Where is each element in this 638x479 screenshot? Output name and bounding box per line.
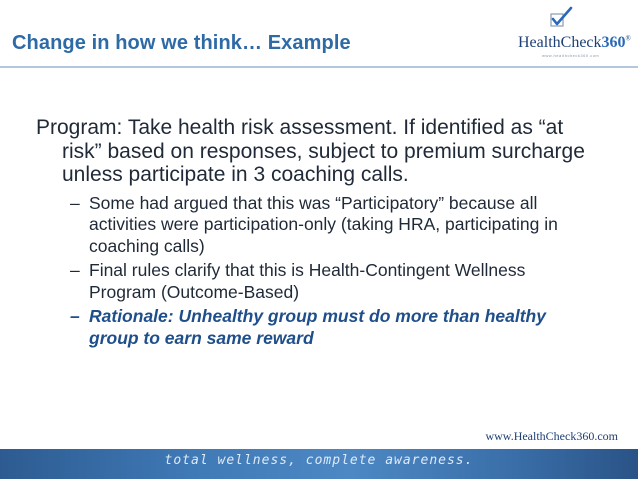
sub-bullet-final-rules [70, 260, 596, 303]
footer-tagline: total wellness, complete awareness. [164, 453, 474, 468]
logo-subtitle: www.healthcheck360.com [542, 53, 600, 58]
footer-url: www.HealthCheck360.com [485, 429, 618, 443]
slide-body [36, 116, 596, 352]
dash-marker: – [70, 192, 80, 213]
logo-wordmark: HealthCheck360® [518, 34, 631, 51]
sub-bullet-list [36, 193, 596, 350]
dash-marker: – [70, 306, 80, 326]
sub-bullet-text: Rationale: Unhealthy group must do more than healthy group to earn same reward [89, 306, 546, 348]
dash-marker: – [70, 260, 80, 280]
sub-bullet-rationale [70, 306, 596, 349]
sub-bullet-text: Some had argued that this was “Participatory” because all activities were participation-only (taking HRA, participating in coaching calls) [89, 192, 558, 256]
header-divider [0, 66, 638, 68]
slide-title: Change in how we think… Example [12, 32, 351, 54]
program-bullet: Program: Take health risk assessment. If identified as “at risk” based on responses, subject to premium surcharge unless participate in 3 coaching calls. [36, 116, 585, 186]
sub-bullet-text: Final rules clarify that this is Health-Contingent Wellness Program (Outcome-Based) [89, 260, 526, 302]
checkmark-icon [548, 6, 574, 30]
healthcheck360-logo [500, 6, 632, 64]
sub-bullet-participatory [70, 193, 596, 258]
